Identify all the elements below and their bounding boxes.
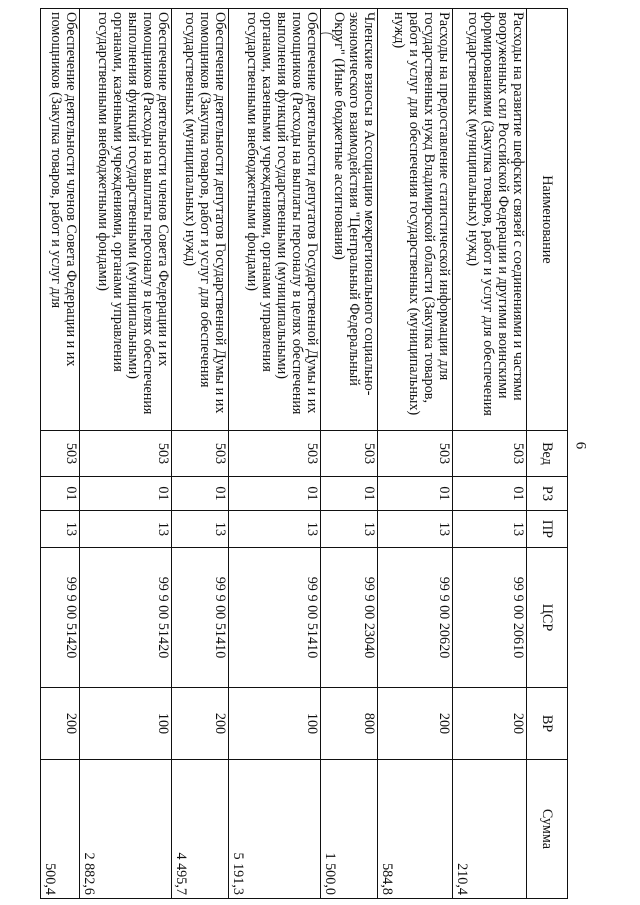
row-rz: 01 (378, 477, 452, 511)
table-row (378, 9, 452, 899)
row-sum: 4 495,7 (172, 760, 229, 899)
row-sum: 584,8 (378, 760, 452, 899)
row-name: Обеспечение деятельности членов Совета Федерации и их помощников (Закупка товаров, работ и услуг для (41, 9, 80, 431)
row-csr: 99 9 00 51410 (172, 548, 229, 688)
row-vr: 200 (172, 688, 229, 760)
row-name: Расходы на развитие шефских связей с соединениями и частями вооруженных сил Российской Федерации и другими воинскими формированиями (Закупка товаров, работ и услуг для обеспечения государственных (муниципальных) нужд) (452, 9, 526, 431)
row-sum: 5 191,3 (229, 760, 321, 899)
row-vr: 200 (41, 688, 80, 760)
row-vr: 100 (229, 688, 321, 760)
row-vr: 100 (80, 688, 172, 760)
row-rz: 01 (172, 477, 229, 511)
row-vr: 200 (378, 688, 452, 760)
row-csr: 99 9 00 20620 (378, 548, 452, 688)
row-vr: 800 (321, 688, 378, 760)
header-csr: ЦСР (527, 548, 568, 688)
page-number: 6 (572, 441, 589, 450)
table-row (452, 9, 526, 899)
table-row (172, 9, 229, 899)
row-vr: 200 (452, 688, 526, 760)
row-sum: 2 882,6 (80, 760, 172, 899)
row-ved: 503 (452, 431, 526, 477)
row-ved: 503 (229, 431, 321, 477)
row-pr: 13 (41, 511, 80, 548)
table-row (321, 9, 378, 899)
row-csr: 99 9 00 23040 (321, 548, 378, 688)
row-pr: 13 (229, 511, 321, 548)
row-rz: 01 (229, 477, 321, 511)
row-name: Обеспечение деятельности членов Совета Федерации и их помощников (Расходы на выплаты персоналу в целях обеспечения выполнения функций государственными (муниципальными) органами, казенными учреждениями, органами управления государственными внебюджетными фондами) (80, 9, 172, 431)
table-row (229, 9, 321, 899)
row-name: Обеспечение деятельности депутатов Государственной Думы и их помощников (Расходы на выплаты персоналу в целях обеспечения выполнения функций государственными (муниципальными) органами, казенными учреждениями, органами управления государственными внебюджетными фондами) (229, 9, 321, 431)
row-csr: 99 9 00 51420 (41, 548, 80, 688)
row-name: Членские взносы в Ассоциацию межрегионального социально-экономического взаимодействия "Центральный Федеральный Округ" (Иные бюджетные ассигнования) (321, 9, 378, 431)
row-sum: 1 500,0 (321, 760, 378, 899)
row-ved: 503 (378, 431, 452, 477)
header-ved: Вед (527, 431, 568, 477)
document-rotated-page (40, 8, 568, 898)
header-sum: Сумма (527, 760, 568, 899)
row-name: Обеспечение деятельности депутатов Государственной Думы и их помощников (Закупка товаров, работ и услуг для обеспечения государственных (муниципальных) нужд) (172, 9, 229, 431)
table-row (41, 9, 80, 899)
row-csr: 99 9 00 51410 (229, 548, 321, 688)
row-pr: 13 (452, 511, 526, 548)
row-pr: 13 (172, 511, 229, 548)
row-rz: 01 (321, 477, 378, 511)
header-name: Наименование (527, 9, 568, 431)
row-pr: 13 (321, 511, 378, 548)
header-pr: ПР (527, 511, 568, 548)
table-header-row (527, 9, 568, 899)
row-ved: 503 (41, 431, 80, 477)
row-pr: 13 (80, 511, 172, 548)
header-rz: РЗ (527, 477, 568, 511)
row-sum: 210,4 (452, 760, 526, 899)
row-ved: 503 (321, 431, 378, 477)
row-ved: 503 (172, 431, 229, 477)
budget-table (40, 8, 568, 899)
row-pr: 13 (378, 511, 452, 548)
row-csr: 99 9 00 20610 (452, 548, 526, 688)
row-ved: 503 (80, 431, 172, 477)
row-rz: 01 (41, 477, 80, 511)
row-name: Расходы на предоставление статистической информации для государственных нужд Владимирской области (Закупка товаров, работ и услуг для обеспечения государственных (муниципальных) нужд) (378, 9, 452, 431)
header-vr: ВР (527, 688, 568, 760)
table-row (80, 9, 172, 899)
row-sum: 500,4 (41, 760, 80, 899)
row-csr: 99 9 00 51420 (80, 548, 172, 688)
row-rz: 01 (80, 477, 172, 511)
row-rz: 01 (452, 477, 526, 511)
